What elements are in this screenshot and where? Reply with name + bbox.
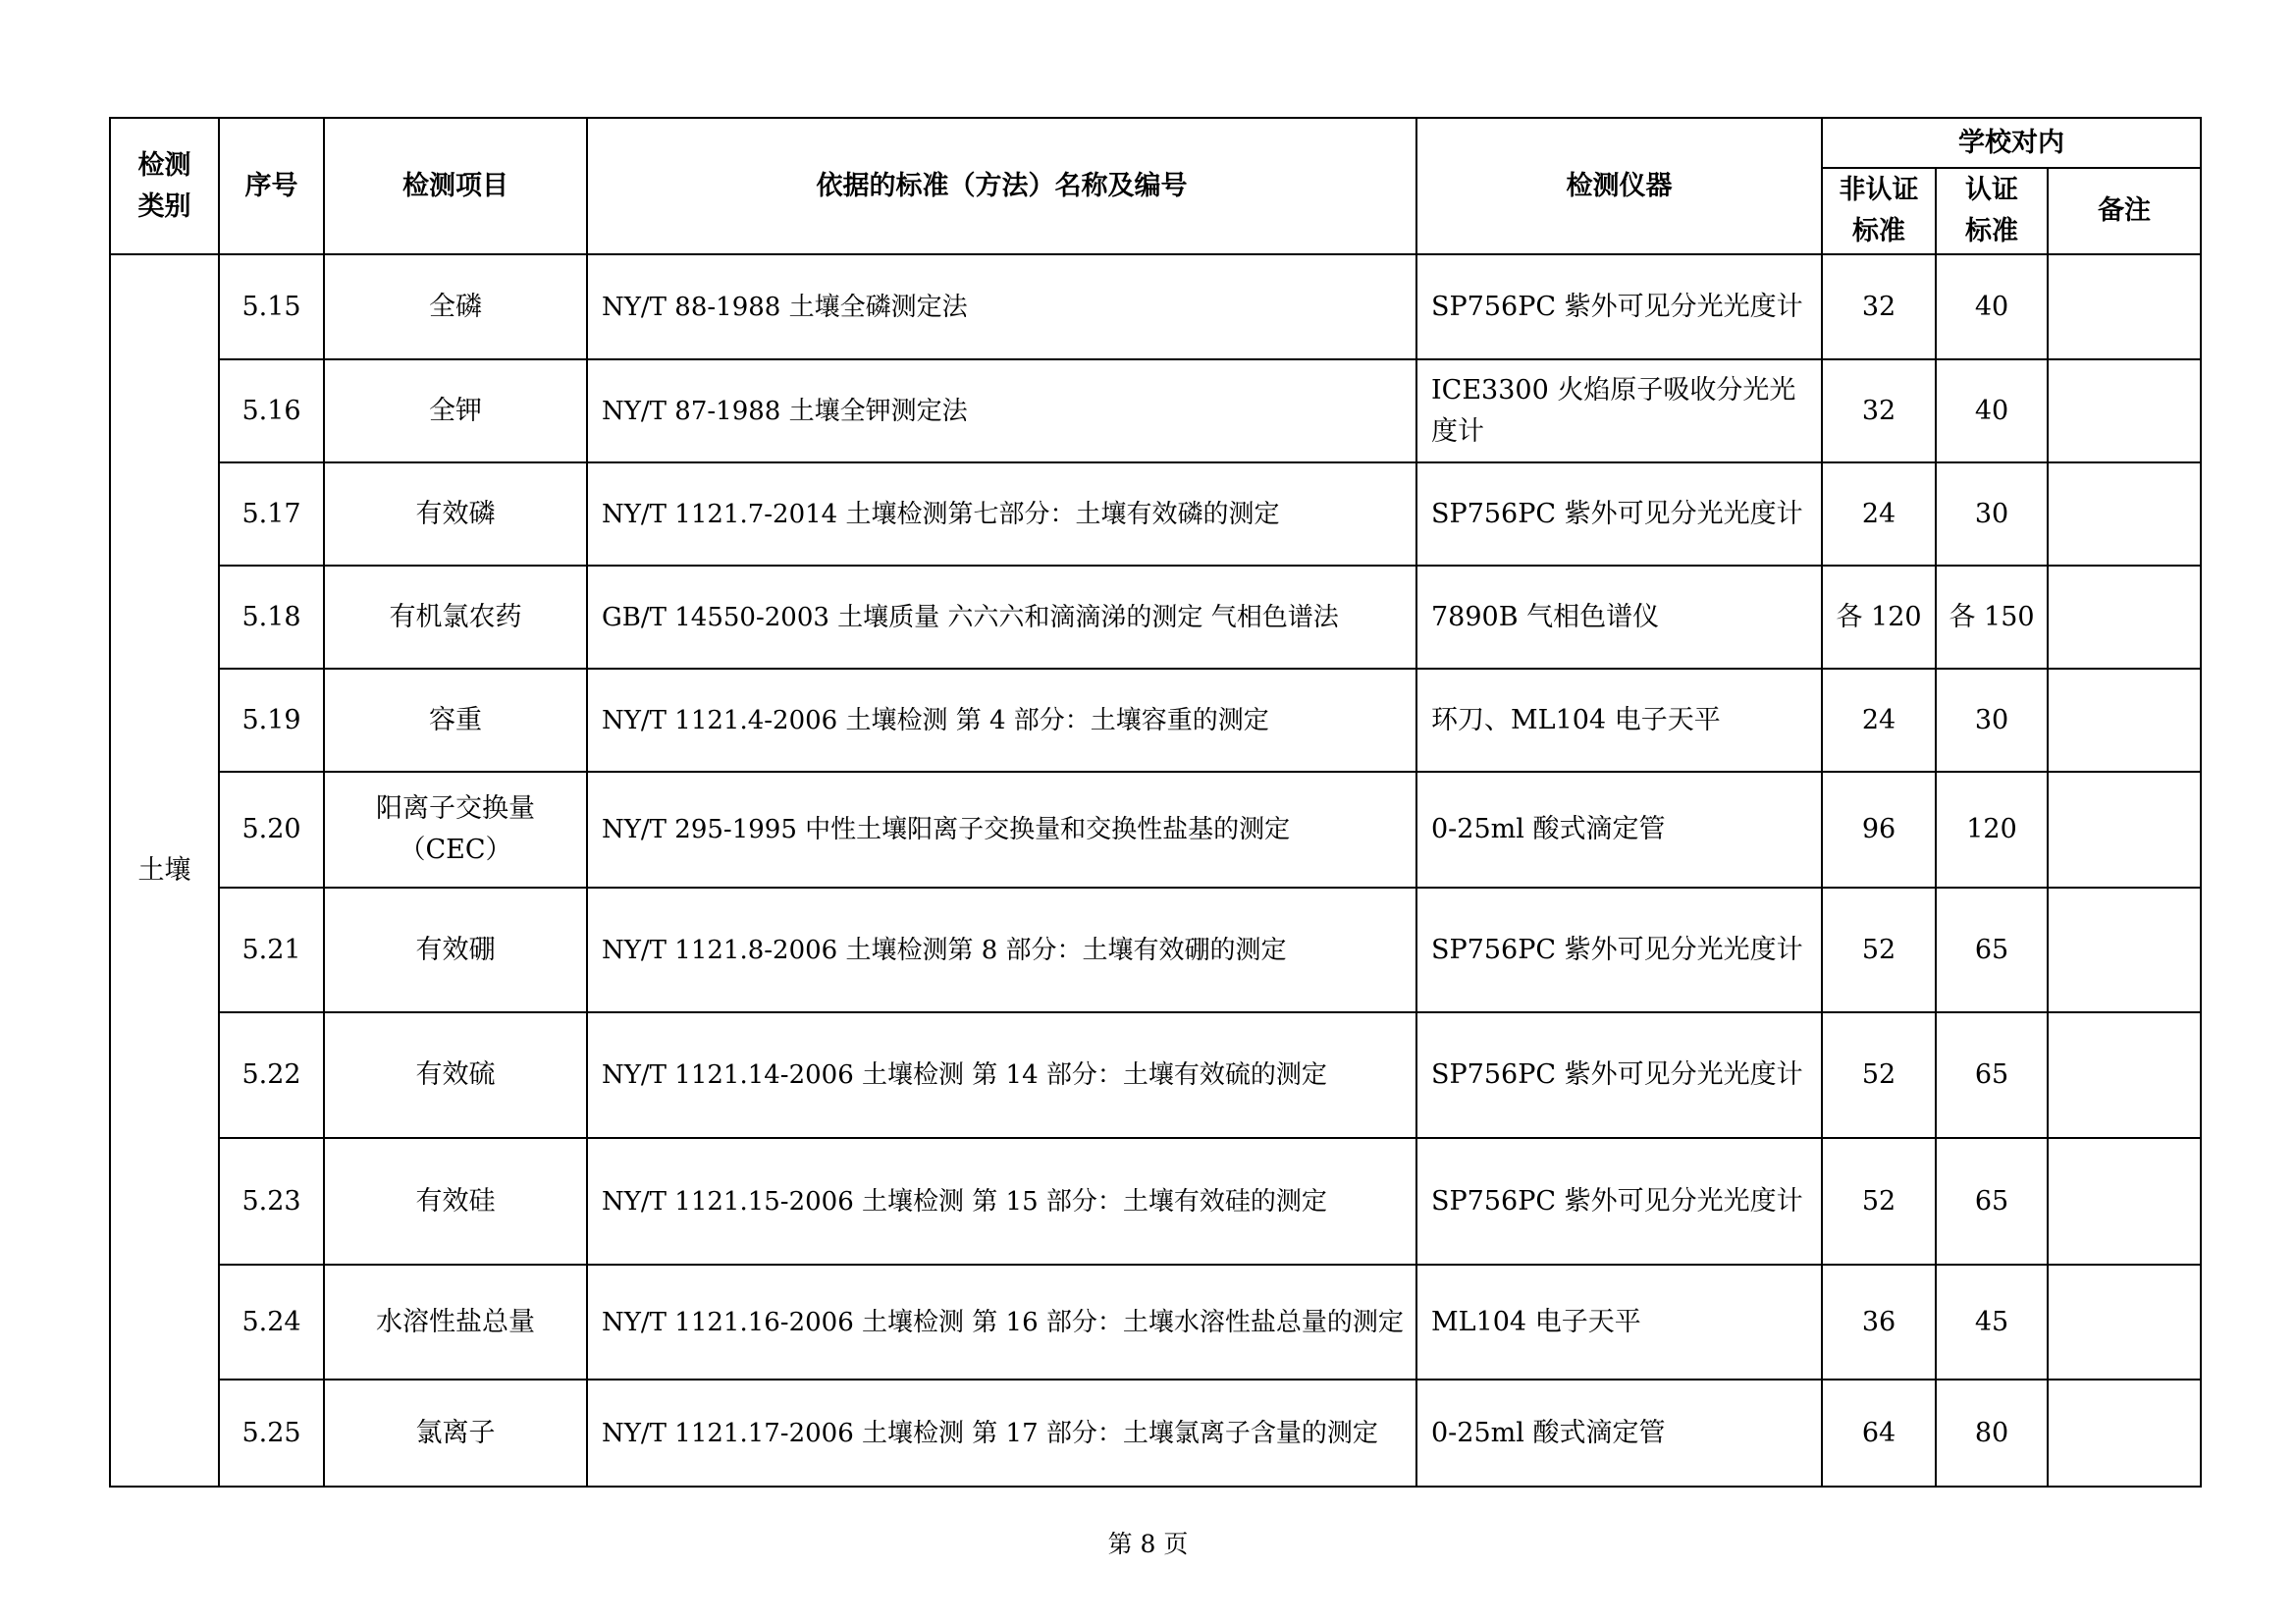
non-cert-cell: 24 [1822,669,1936,772]
remark-cell [2048,1138,2201,1265]
seq-cell: 5.25 [219,1380,324,1487]
header-cert: 认证 标准 [1936,168,2048,254]
standard-cell: NY/T 1121.15-2006 土壤检测 第 15 部分：土壤有效硅的测定 [587,1138,1416,1265]
table-row [110,254,2201,359]
instrument-cell: 0-25ml 酸式滴定管 [1416,772,1822,888]
cert-cell: 40 [1936,359,2048,462]
standard-cell: NY/T 1121.17-2006 土壤检测 第 17 部分：土壤氯离子含量的测定 [587,1380,1416,1487]
standard-cell: NY/T 88-1988 土壤全磷测定法 [587,254,1416,359]
seq-cell: 5.17 [219,462,324,566]
table-row [110,669,2201,772]
non-cert-cell: 24 [1822,462,1936,566]
non-cert-cell: 36 [1822,1265,1936,1380]
seq-cell: 5.15 [219,254,324,359]
remark-cell [2048,254,2201,359]
non-cert-cell: 52 [1822,1138,1936,1265]
non-cert-cell: 32 [1822,254,1936,359]
item-cell: 全磷 [324,254,587,359]
page-number: 第 8 页 [1107,1530,1189,1558]
header-instrument: 检测仪器 [1416,118,1822,254]
instrument-cell: 7890B 气相色谱仪 [1416,566,1822,669]
standard-cell: NY/T 1121.4-2006 土壤检测 第 4 部分：土壤容重的测定 [587,669,1416,772]
table-row [110,359,2201,462]
item-cell: 有效硼 [324,888,587,1012]
table-row [110,888,2201,1012]
standard-cell: NY/T 87-1988 土壤全钾测定法 [587,359,1416,462]
standard-cell: NY/T 1121.8-2006 土壤检测第 8 部分：土壤有效硼的测定 [587,888,1416,1012]
table-row [110,462,2201,566]
seq-cell: 5.18 [219,566,324,669]
seq-cell: 5.16 [219,359,324,462]
standard-cell: NY/T 1121.14-2006 土壤检测 第 14 部分：土壤有效硫的测定 [587,1012,1416,1138]
header-non-cert: 非认证 标准 [1822,168,1936,254]
header-group: 学校对内 [1822,118,2201,168]
remark-cell [2048,1380,2201,1487]
test-items-table [109,117,2202,1488]
standard-cell: NY/T 1121.7-2014 土壤检测第七部分：土壤有效磷的测定 [587,462,1416,566]
instrument-cell: SP756PC 紫外可见分光光度计 [1416,1138,1822,1265]
item-cell: 氯离子 [324,1380,587,1487]
seq-cell: 5.21 [219,888,324,1012]
non-cert-cell: 各 120 [1822,566,1936,669]
non-cert-cell: 64 [1822,1380,1936,1487]
header-standard: 依据的标准（方法）名称及编号 [587,118,1416,254]
standard-cell: GB/T 14550-2003 土壤质量 六六六和滴滴涕的测定 气相色谱法 [587,566,1416,669]
cert-cell: 65 [1936,888,2048,1012]
remark-cell [2048,669,2201,772]
item-cell: 有效硫 [324,1012,587,1138]
cert-cell: 45 [1936,1265,2048,1380]
table-row [110,772,2201,888]
instrument-cell: SP756PC 紫外可见分光光度计 [1416,888,1822,1012]
cert-cell: 120 [1936,772,2048,888]
header-category: 检测 类别 [110,118,219,254]
item-cell: 有效硅 [324,1138,587,1265]
item-cell: 有效磷 [324,462,587,566]
instrument-cell: SP756PC 紫外可见分光光度计 [1416,1012,1822,1138]
item-cell: 容重 [324,669,587,772]
cert-cell: 各 150 [1936,566,2048,669]
remark-cell [2048,359,2201,462]
non-cert-cell: 96 [1822,772,1936,888]
seq-cell: 5.19 [219,669,324,772]
cert-cell: 30 [1936,462,2048,566]
non-cert-cell: 52 [1822,888,1936,1012]
seq-cell: 5.20 [219,772,324,888]
remark-cell [2048,888,2201,1012]
cert-cell: 65 [1936,1012,2048,1138]
header-remark: 备注 [2048,168,2201,254]
table-row [110,1138,2201,1265]
standard-cell: NY/T 295-1995 中性土壤阳离子交换量和交换性盐基的测定 [587,772,1416,888]
instrument-cell: SP756PC 紫外可见分光光度计 [1416,254,1822,359]
cert-cell: 80 [1936,1380,2048,1487]
item-cell: 水溶性盐总量 [324,1265,587,1380]
cert-cell: 40 [1936,254,2048,359]
remark-cell [2048,462,2201,566]
instrument-cell: SP756PC 紫外可见分光光度计 [1416,462,1822,566]
cert-cell: 65 [1936,1138,2048,1265]
instrument-cell: ML104 电子天平 [1416,1265,1822,1380]
item-cell: 有机氯农药 [324,566,587,669]
table-row [110,1380,2201,1487]
table-row [110,566,2201,669]
non-cert-cell: 32 [1822,359,1936,462]
instrument-cell: 0-25ml 酸式滴定管 [1416,1380,1822,1487]
seq-cell: 5.24 [219,1265,324,1380]
instrument-cell: ICE3300 火焰原子吸收分光光 度计 [1416,359,1822,462]
header-item: 检测项目 [324,118,587,254]
remark-cell [2048,1012,2201,1138]
remark-cell [2048,566,2201,669]
non-cert-cell: 52 [1822,1012,1936,1138]
seq-cell: 5.22 [219,1012,324,1138]
item-cell: 全钾 [324,359,587,462]
table-row [110,1265,2201,1380]
header-seq: 序号 [219,118,324,254]
remark-cell [2048,772,2201,888]
cert-cell: 30 [1936,669,2048,772]
category-cell: 土壤 [110,254,219,1487]
instrument-cell: 环刀、ML104 电子天平 [1416,669,1822,772]
seq-cell: 5.23 [219,1138,324,1265]
table-row [110,1012,2201,1138]
item-cell: 阳离子交换量 （CEC） [324,772,587,888]
standard-cell: NY/T 1121.16-2006 土壤检测 第 16 部分：土壤水溶性盐总量的测定 [587,1265,1416,1380]
remark-cell [2048,1265,2201,1380]
